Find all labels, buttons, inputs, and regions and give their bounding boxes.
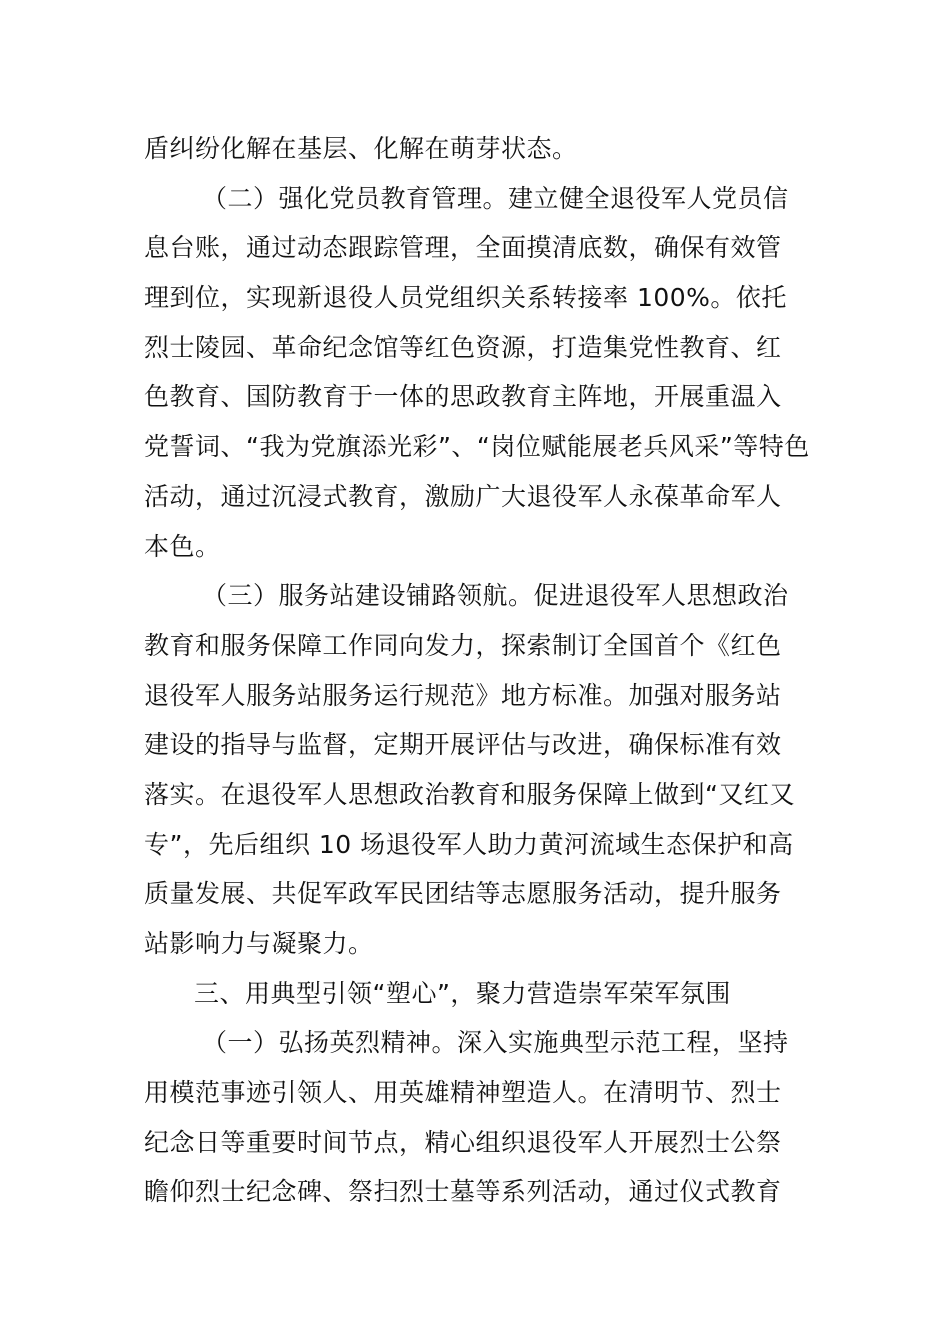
text-line: 用模范事迹引领人、用英雄精神塑造人。在清明节、烈士 [144,1078,782,1108]
text-line: 建设的指导与监督，定期开展评估与改进，确保标准有效 [144,730,782,760]
text-line: 活动，通过沉浸式教育，激励广大退役军人永葆革命军人 [144,481,782,511]
text-line: 烈士陵园、革命纪念馆等红色资源，打造集党性教育、红 [144,332,782,362]
paragraph-start-line: （三）服务站建设铺路领航。促进退役军人思想政治 [202,581,789,611]
text-line: 站影响力与凝聚力。 [144,929,374,958]
text-line: 瞻仰烈士纪念碑、祭扫烈士墓等系列活动，通过仪式教育 [144,1177,782,1207]
text-line: 纪念日等重要时间节点，精心组织退役军人开展烈士公祭 [144,1127,782,1157]
text-line: 质量发展、共促军政军民团结等志愿服务活动，提升服务 [144,879,782,909]
text-line: 退役军人服务站服务运行规范》地方标准。加强对服务站 [144,680,782,710]
text-line: 专”，先后组织 10 场退役军人助力黄河流域生态保护和高 [144,829,794,859]
text-line: 党誓词、“我为党旗添光彩”、“岗位赋能展老兵风采”等特色 [144,432,810,462]
text-line: 本色。 [144,531,221,561]
text-line: 落实。在退役军人思想政治教育和服务保障上做到“又红又 [144,779,795,809]
text-line: 理到位，实现新退役人员党组织关系转接率 100%。依托 [144,283,787,313]
paragraph-start-line: （二）强化党员教育管理。建立健全退役军人党员信 [202,183,789,213]
text-line: 色教育、国防教育于一体的思政教育主阵地，开展重温入 [144,382,782,412]
paragraph-start-line: （一）弘扬英烈精神。深入实施典型示范工程，坚持 [202,1028,789,1058]
text-line: 息台账，通过动态跟踪管理，全面摸清底数，确保有效管 [144,233,782,263]
text-line: 教育和服务保障工作同向发力，探索制订全国首个《红色 [144,630,782,660]
text-line: 盾纠纷化解在基层、化解在萌芽状态。 [144,134,578,163]
section-heading: 三、用典型引领“塑心”，聚力营造崇军荣军氛围 [194,978,731,1008]
body-text [144,124,809,1217]
